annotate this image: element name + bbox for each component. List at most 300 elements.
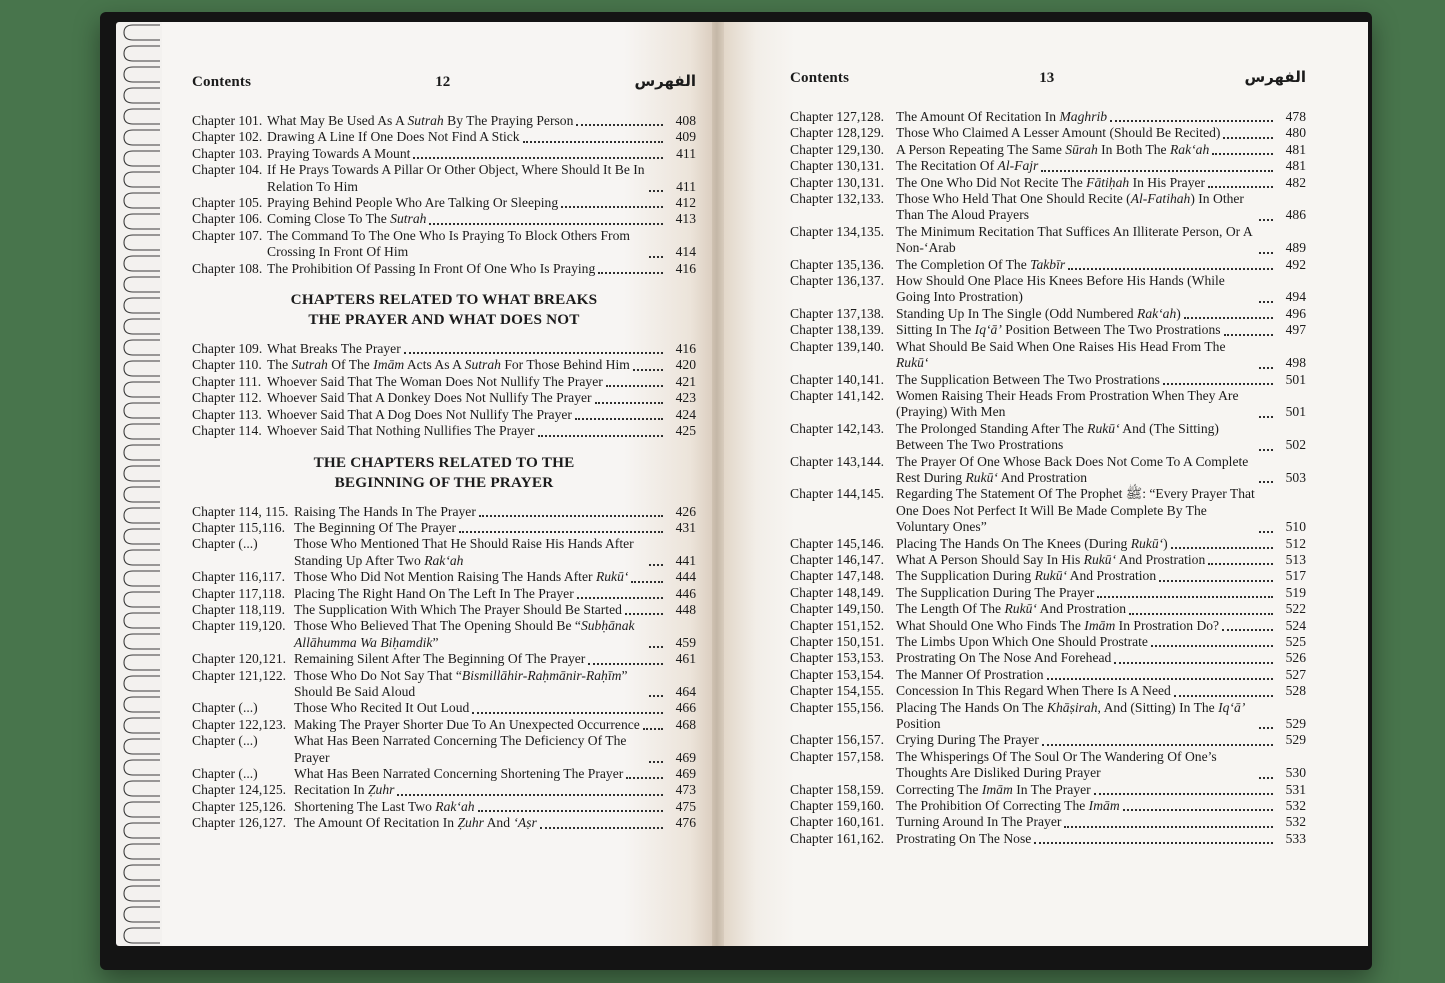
toc-entry <box>192 815 696 831</box>
toc-entry <box>790 782 1306 798</box>
chapter-title: Raising The Hands In The Prayer <box>294 503 476 519</box>
chapter-title: The Completion Of The Takbīr <box>896 256 1066 272</box>
chapter-title: Turning Around In The Prayer <box>896 814 1062 830</box>
chapter-label: Chapter 124,125. <box>192 782 287 798</box>
dot-leader <box>1114 662 1273 664</box>
dot-leader <box>413 157 663 159</box>
dot-leader <box>649 646 663 648</box>
page-ref: 525 <box>1285 634 1306 649</box>
chapter-label: Chapter 139,140. <box>790 338 885 354</box>
dot-leader <box>1094 793 1273 795</box>
page-ref: 466 <box>675 700 696 716</box>
toc-section <box>790 109 1306 847</box>
chapter-title: The Prohibition Of Correcting The Imām <box>896 798 1120 814</box>
page-ref: 426 <box>675 503 696 519</box>
chapter-title: Those Who Claimed A Lesser Amount (Should Be Recited) <box>896 125 1221 141</box>
chapter-title: The Manner Of Prostration <box>896 666 1044 682</box>
toc-entry <box>192 162 696 195</box>
chapter-title: Prostrating On The Nose And Forehead <box>896 650 1112 666</box>
chapter-title: Whoever Said That A Donkey Does Not Nullify The Prayer <box>267 390 592 406</box>
right-page <box>724 22 1368 946</box>
toc-entry <box>192 700 696 716</box>
toc-entry <box>790 175 1306 191</box>
dot-leader <box>397 794 663 796</box>
chapter-label: Chapter 148,149. <box>790 584 885 600</box>
chapter-label: Chapter 114, 115. <box>192 503 289 519</box>
toc-entry <box>790 257 1306 273</box>
page-ref: 526 <box>1285 650 1306 666</box>
left-page <box>162 22 712 946</box>
chapter-label: Chapter 134,135. <box>790 223 885 239</box>
dot-leader <box>1259 777 1273 779</box>
dot-leader <box>1259 481 1273 483</box>
chapter-title: Whoever Said That A Dog Does Not Nullify The Prayer <box>267 406 572 422</box>
toc-entry <box>790 486 1306 535</box>
chapter-title: Placing The Hands On The Khāṣirah, And (Sitting) In The Iq‘ā’ Position <box>896 699 1246 732</box>
toc-entry <box>192 733 696 766</box>
chapter-title: What Should Be Said When One Raises His Head From The Rukū‘ <box>896 338 1226 371</box>
chapter-label: Chapter 115,116. <box>192 519 285 535</box>
dot-leader <box>1222 629 1273 631</box>
toc-entry <box>790 109 1306 125</box>
chapter-label: Chapter (...) <box>192 536 258 552</box>
page-ref: 481 <box>1285 141 1306 157</box>
page-ref: 528 <box>1285 683 1306 699</box>
dot-leader <box>1208 186 1273 188</box>
toc-right-column <box>790 109 1306 847</box>
chapter-label: Chapter 108. <box>192 260 263 276</box>
toc-entry <box>790 142 1306 158</box>
toc-section <box>192 341 696 439</box>
page-ref: 513 <box>1285 551 1306 567</box>
page-ref: 421 <box>675 373 696 389</box>
page-ref: 478 <box>1285 109 1306 124</box>
chapter-title: The Recitation Of Al-Fajr <box>896 158 1039 174</box>
chapter-title: Correcting The Imām In The Prayer <box>896 781 1091 797</box>
toc-entry <box>192 536 696 569</box>
chapter-title: Those Who Did Not Mention Raising The Hands After Rukū‘ <box>294 569 629 585</box>
toc-entry <box>192 146 696 162</box>
chapter-title: The Length Of The Rukū‘ And Prostration <box>896 601 1127 617</box>
toc-entry <box>790 650 1306 666</box>
toc-entry <box>192 602 696 618</box>
toc-entry <box>192 374 696 390</box>
chapter-title: The Supplication During Rukū‘ And Prostration <box>896 568 1157 584</box>
chapter-title: Those Who Held That One Should Recite (Al-Fatihah) In Other Than The Aloud Prayers <box>896 191 1244 223</box>
page-number: 12 <box>435 74 451 90</box>
page-ref: 461 <box>675 651 696 667</box>
dot-leader <box>1174 695 1273 697</box>
page-ref: 414 <box>675 244 696 260</box>
chapter-label: Chapter 151,152. <box>790 617 885 633</box>
chapter-title: Whoever Said That Nothing Nullifies The Prayer <box>267 423 535 439</box>
chapter-title: The Amount Of Recitation In Ẓuhr And ‘Aṣr <box>294 815 537 831</box>
page-ref: 446 <box>675 585 696 601</box>
page-ref: 464 <box>675 683 696 699</box>
chapter-title: Those Who Mentioned That He Should Raise His Hands After Standing Up After Two Rak‘ah <box>294 536 634 568</box>
page-ref: 530 <box>1285 765 1306 781</box>
chapter-label: Chapter 155,156. <box>790 699 885 715</box>
page-ref: 444 <box>675 569 696 585</box>
page-ref: 412 <box>675 195 696 211</box>
page-ref: 420 <box>675 357 696 373</box>
chapter-title: Concession In This Regard When There Is A Need <box>896 683 1171 699</box>
page-ref: 492 <box>1285 256 1306 272</box>
page-edges-texture <box>116 22 162 946</box>
page-ref: 503 <box>1285 469 1306 485</box>
page-ref: 469 <box>675 766 696 781</box>
chapter-label: Chapter 103. <box>192 145 263 161</box>
dot-leader <box>479 515 663 517</box>
chapter-title: The Prohibition Of Passing In Front Of One Who Is Praying <box>267 260 596 276</box>
dot-leader <box>1259 416 1273 418</box>
dot-leader <box>1068 268 1273 270</box>
page-ref: 481 <box>1285 158 1306 174</box>
toc-section <box>192 504 696 832</box>
chapter-label: Chapter 128,129. <box>790 125 885 141</box>
chapter-label: Chapter (...) <box>192 766 258 781</box>
page-ref: 473 <box>675 782 696 798</box>
chapter-label: Chapter 157,158. <box>790 748 885 764</box>
toc-entry <box>192 618 696 651</box>
toc-entry <box>192 423 696 439</box>
chapter-title: Placing The Right Hand On The Left In The Prayer <box>294 585 574 601</box>
toc-entry <box>790 339 1306 372</box>
chapter-label: Chapter 138,139. <box>790 322 885 338</box>
chapter-label: Chapter 121,122. <box>192 667 287 683</box>
chapter-label: Chapter 153,153. <box>790 650 885 666</box>
page-ref: 423 <box>675 390 696 406</box>
page-ref: 529 <box>1285 732 1306 748</box>
dot-leader <box>1151 645 1273 647</box>
dot-leader <box>1212 153 1273 155</box>
dot-leader <box>404 352 663 354</box>
chapter-title: The Limbs Upon Which One Should Prostrate <box>896 634 1148 649</box>
page-ref: 498 <box>1285 355 1306 371</box>
chapter-title: The Command To The One Who Is Praying To Block Others From Crossing In Front Of Him <box>267 227 630 260</box>
chapter-label: Chapter 106. <box>192 211 263 227</box>
dot-leader <box>1041 170 1273 172</box>
chapter-label: Chapter 110. <box>192 357 262 373</box>
dot-leader <box>649 564 663 566</box>
chapter-label: Chapter 144,145. <box>790 486 885 502</box>
chapter-title: Regarding The Statement Of The Prophet ﷺ: “Every Prayer That One Does Not Perfect It Will Be Made Complete By The Voluntary Ones” <box>896 486 1255 535</box>
toc-entry <box>790 273 1306 306</box>
chapter-label: Chapter 154,155. <box>790 683 885 699</box>
contents-label: Contents <box>192 74 252 90</box>
chapter-title: Coming Close To The Sutrah <box>267 211 427 227</box>
chapter-title: What May Be Used As A Sutrah By The Praying Person <box>267 113 574 128</box>
toc-entry <box>790 814 1306 830</box>
page-ref: 469 <box>675 749 696 765</box>
chapter-title: Those Who Recited It Out Loud <box>294 700 470 716</box>
page-ref: 431 <box>675 519 696 535</box>
dot-leader <box>561 206 663 208</box>
dot-leader <box>1047 678 1273 680</box>
chapter-title: How Should One Place His Knees Before His Hands (While Going Into Prostration) <box>896 273 1225 305</box>
toc-entry <box>192 390 696 406</box>
dot-leader <box>538 435 663 437</box>
toc-entry <box>790 831 1306 847</box>
chapter-label: Chapter 122,123. <box>192 716 287 732</box>
chapter-label: Chapter 161,162. <box>790 830 885 846</box>
dot-leader <box>649 761 663 763</box>
chapter-label: Chapter 125,126. <box>192 798 287 814</box>
chapter-title: The Sutrah Of The Imām Acts As A Sutrah For Those Behind Him <box>267 357 630 373</box>
chapter-label: Chapter 153,154. <box>790 666 885 682</box>
chapter-title: Sitting In The Iq‘ā’ Position Between The Two Prostrations <box>896 322 1221 338</box>
chapter-label: Chapter 140,141. <box>790 371 885 387</box>
toc-entry <box>192 520 696 536</box>
chapter-label: Chapter 102. <box>192 129 263 145</box>
dot-leader <box>1171 547 1273 549</box>
chapter-label: Chapter 130,131. <box>790 174 885 190</box>
section-heading: CHAPTERS RELATED TO WHAT BREAKS THE PRAYER AND WHAT DOES NOT <box>290 291 598 329</box>
chapter-title: The Supplication During The Prayer <box>896 584 1095 600</box>
page-ref: 482 <box>1285 174 1306 190</box>
page-ref: 532 <box>1285 798 1306 814</box>
toc-entry <box>790 601 1306 617</box>
toc-entry <box>790 372 1306 388</box>
page-ref: 408 <box>675 113 696 128</box>
dot-leader <box>625 613 663 615</box>
toc-entry <box>790 125 1306 141</box>
toc-entry <box>790 749 1306 782</box>
toc-entry <box>790 700 1306 733</box>
dot-leader <box>540 827 663 829</box>
dot-leader <box>523 141 663 143</box>
chapter-title: The Beginning Of The Prayer <box>294 519 457 535</box>
chapter-label: Chapter 160,161. <box>790 814 885 830</box>
chapter-title: Praying Behind People Who Are Talking Or Sleeping <box>267 195 559 211</box>
dot-leader <box>472 712 663 714</box>
toc-entry <box>192 717 696 733</box>
dot-leader <box>1129 613 1273 615</box>
toc-entry <box>790 634 1306 650</box>
toc-entry <box>790 585 1306 601</box>
dot-leader <box>1110 120 1273 122</box>
page-ref: 424 <box>675 406 696 422</box>
chapter-title: What Has Been Narrated Concerning The Deficiency Of The Prayer <box>294 733 627 765</box>
dot-leader <box>576 124 663 126</box>
toc-entry <box>192 651 696 667</box>
dot-leader <box>649 190 663 192</box>
chapter-label: Chapter 105. <box>192 195 263 211</box>
dot-leader <box>649 695 663 697</box>
toc-entry <box>192 504 696 520</box>
chapter-label: Chapter 143,144. <box>790 453 885 469</box>
toc-entry <box>790 618 1306 634</box>
page-ref: 512 <box>1285 535 1306 551</box>
dot-leader <box>606 385 663 387</box>
page-edges-pattern <box>116 22 162 946</box>
toc-entry <box>192 668 696 701</box>
dot-leader <box>1034 842 1273 844</box>
toc-entry <box>790 224 1306 257</box>
dot-leader <box>643 728 663 730</box>
page-ref: 480 <box>1285 125 1306 141</box>
chapter-label: Chapter 118,119. <box>192 601 285 617</box>
page-ref: 425 <box>675 423 696 439</box>
toc-left-column <box>192 113 696 832</box>
toc-entry <box>790 552 1306 568</box>
chapter-label: Chapter 156,157. <box>790 732 885 748</box>
chapter-title: Praying Towards A Mount <box>267 145 411 161</box>
dot-leader <box>626 777 663 779</box>
dot-leader <box>1042 744 1273 746</box>
chapter-label: Chapter 141,142. <box>790 387 885 403</box>
chapter-label: Chapter 114. <box>192 423 262 439</box>
chapter-label: Chapter 142,143. <box>790 420 885 436</box>
chapter-title: The Prayer Of One Whose Back Does Not Come To A Complete Rest During Rukū‘ And Prostration <box>896 453 1249 485</box>
dot-leader <box>1123 809 1273 811</box>
toc-entry <box>790 191 1306 224</box>
dot-leader <box>1064 826 1273 828</box>
page-ref: 522 <box>1285 601 1306 617</box>
chapter-label: Chapter 120,121. <box>192 651 287 667</box>
dot-leader <box>1224 334 1273 336</box>
chapter-title: The Amount Of Recitation In Maghrib <box>896 109 1108 124</box>
toc-entry <box>192 407 696 423</box>
dot-leader <box>598 272 663 274</box>
chapter-label: Chapter 159,160. <box>790 798 885 814</box>
chapter-title: A Person Repeating The Same Sūrah In Both The Rak‘ah <box>896 141 1210 157</box>
page-ref: 510 <box>1285 519 1306 535</box>
chapter-title: The One Who Did Not Recite The Fātiḥah In His Prayer <box>896 174 1206 190</box>
chapter-title: If He Prays Towards A Pillar Or Other Object, Where Should It Be In Relation To Him <box>267 162 645 194</box>
page-number: 13 <box>1039 70 1055 86</box>
page-ref: 411 <box>676 178 696 194</box>
chapter-title: What Breaks The Prayer <box>267 341 401 357</box>
chapter-title: Making The Prayer Shorter Due To An Unexpected Occurrence <box>294 716 640 732</box>
toc-entry <box>790 421 1306 454</box>
book-gutter <box>712 22 724 946</box>
right-page-header <box>790 68 1306 87</box>
toc-entry <box>192 113 696 129</box>
toc-entry <box>192 799 696 815</box>
chapter-label: Chapter 111. <box>192 373 262 389</box>
chapter-title: Women Raising Their Heads From Prostration When They Are (Praying) With Men <box>896 387 1239 420</box>
section-heading: THE CHAPTERS RELATED TO THE BEGINNING OF THE PRAYER <box>313 453 575 491</box>
chapter-label: Chapter 146,147. <box>790 551 885 567</box>
dot-leader <box>631 581 663 583</box>
toc-entry <box>790 568 1306 584</box>
dot-leader <box>1259 727 1273 729</box>
chapter-label: Chapter 132,133. <box>790 191 885 207</box>
page-ref: 527 <box>1285 666 1306 682</box>
chapter-label: Chapter 137,138. <box>790 305 885 321</box>
toc-entry <box>192 569 696 585</box>
page-ref: 416 <box>675 260 696 276</box>
toc-entry <box>192 261 696 277</box>
chapter-title: Shortening The Last Two Rak‘ah <box>294 798 475 814</box>
chapter-label: Chapter 129,130. <box>790 141 885 157</box>
chapter-title: What Should One Who Finds The Imām In Prostration Do? <box>896 617 1220 633</box>
page-ref: 529 <box>1285 716 1306 732</box>
chapter-title: Crying During The Prayer <box>896 732 1039 748</box>
dot-leader <box>478 810 663 812</box>
dot-leader <box>595 402 663 404</box>
page-ref: 519 <box>1285 584 1306 600</box>
chapter-label: Chapter 130,131. <box>790 158 885 174</box>
chapter-title: The Supplication With Which The Prayer Should Be Started <box>294 601 622 617</box>
dot-leader <box>459 531 663 533</box>
chapter-label: Chapter 127,128. <box>790 109 885 124</box>
chapter-label: Chapter 109. <box>192 341 263 357</box>
page-ref: 496 <box>1285 305 1306 321</box>
chapter-label: Chapter 150,151. <box>790 634 885 649</box>
page-ref: 501 <box>1285 404 1306 420</box>
chapter-title: The Prolonged Standing After The Rukū‘ And (The Sitting) Between The Two Prostrations <box>896 420 1219 453</box>
chapter-label: Chapter 104. <box>192 162 263 178</box>
toc-entry <box>192 341 696 357</box>
page-ref: 489 <box>1285 240 1306 256</box>
page-ref: 531 <box>1285 781 1306 797</box>
dot-leader <box>1223 137 1273 139</box>
toc-entry <box>192 357 696 373</box>
chapter-title: What Has Been Narrated Concerning Shortening The Prayer <box>294 766 624 781</box>
chapter-title: Those Who Believed That The Opening Should Be “Subḥānak Allāhumma Wa Biḥamdik” <box>294 618 635 650</box>
page-ref: 476 <box>675 815 696 831</box>
toc-entry <box>192 129 696 145</box>
toc-entry <box>790 158 1306 174</box>
toc-entry <box>790 536 1306 552</box>
dot-leader <box>575 418 663 420</box>
chapter-label: Chapter 135,136. <box>790 256 885 272</box>
chapter-label: Chapter 136,137. <box>790 273 885 289</box>
page-ref: 459 <box>675 634 696 650</box>
page-ref: 448 <box>675 601 696 617</box>
chapter-label: Chapter 126,127. <box>192 815 287 831</box>
chapter-label: Chapter 116,117. <box>192 569 285 585</box>
chapter-label: Chapter 117,118. <box>192 585 285 601</box>
page-ref: 532 <box>1285 814 1306 830</box>
chapter-title: Placing The Hands On The Knees (During Rukū‘) <box>896 535 1168 551</box>
chapter-label: Chapter 147,148. <box>790 568 885 584</box>
page-ref: 494 <box>1285 289 1306 305</box>
toc-entry <box>790 306 1306 322</box>
page-ref: 409 <box>675 129 696 145</box>
chapter-label: Chapter 101. <box>192 113 263 128</box>
chapter-label: Chapter 158,159. <box>790 781 885 797</box>
left-page-header <box>192 72 696 91</box>
dot-leader <box>649 256 663 258</box>
page-ref: 501 <box>1285 371 1306 387</box>
dot-leader <box>1163 383 1273 385</box>
dot-leader <box>577 597 663 599</box>
chapter-title: Recitation In Ẓuhr <box>294 782 395 798</box>
page-ref: 524 <box>1285 617 1306 633</box>
toc-entry <box>790 388 1306 421</box>
dot-leader <box>1259 531 1273 533</box>
chapter-label: Chapter 112. <box>192 390 262 406</box>
page-ref: 475 <box>675 798 696 814</box>
toc-entry <box>790 667 1306 683</box>
chapter-label: Chapter 119,120. <box>192 618 286 634</box>
page-ref: 533 <box>1285 830 1306 846</box>
chapter-label: Chapter 107. <box>192 227 263 243</box>
toc-entry <box>790 798 1306 814</box>
dot-leader <box>1184 317 1273 319</box>
toc-entry <box>192 195 696 211</box>
page-ref: 411 <box>676 145 696 161</box>
dot-leader <box>429 223 663 225</box>
chapter-label: Chapter (...) <box>192 733 258 749</box>
toc-entry <box>790 683 1306 699</box>
chapter-label: Chapter 145,146. <box>790 535 885 551</box>
dot-leader <box>1259 301 1273 303</box>
contents-label: Contents <box>790 70 850 86</box>
